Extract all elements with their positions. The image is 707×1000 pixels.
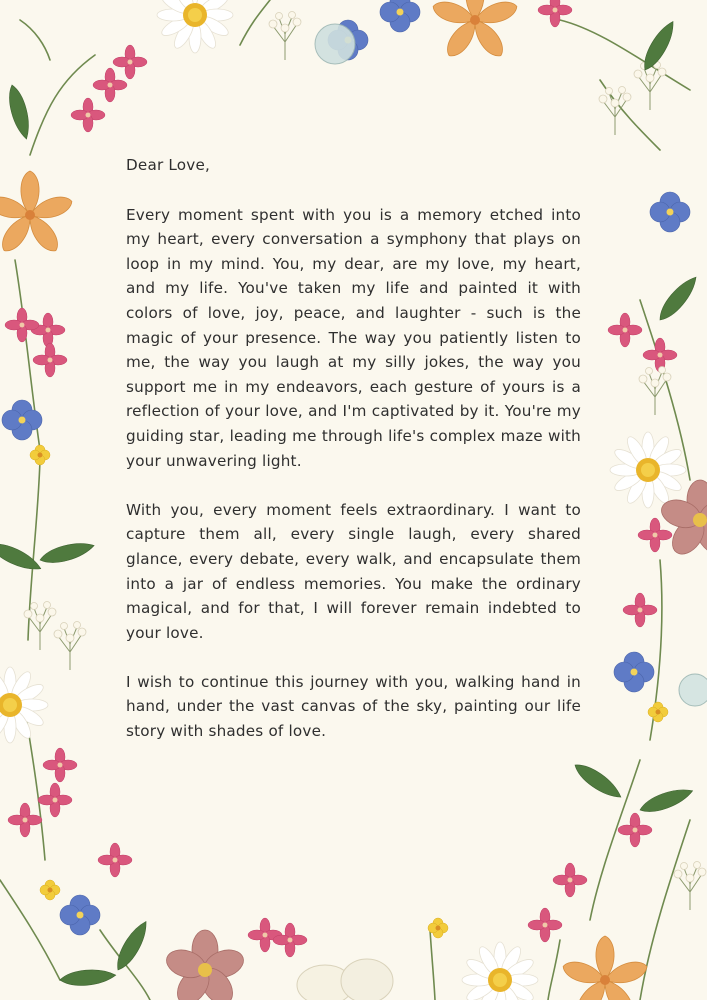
letter-greeting: Dear Love, — [126, 156, 211, 174]
letter-body — [126, 153, 581, 768]
letter-paragraph-2: With you, every moment feels extraordinary. I want to capture them all, every single laugh, every shared glance, every debate, every walk, and encapsulate them into a jar of endless memories. You make the ordinary magical, and for that, I will forever remain indebted to your love. — [126, 500, 581, 642]
letter-paragraph-1: Every moment spent with you is a memory etched into my heart, every conversation a symphony that plays on loop in my mind. You, my dear, are my love, my heart, and my life. You've taken my life and painted it with colors of love, joy, peace, and laughter - such is the magic of your presence. The way you patiently listen to me, the way you laugh at my silly jokes, the way you support me in my endeavors, each gesture of yours is a reflection of your love, and I'm captivated by it. You're my guiding star, leading me through life's complex maze with your unwavering light. — [126, 205, 581, 470]
letter-paragraph-3: I wish to continue this journey with you, walking hand in hand, under the vast canvas of the sky, painting our life story with shades of love. — [126, 672, 581, 741]
